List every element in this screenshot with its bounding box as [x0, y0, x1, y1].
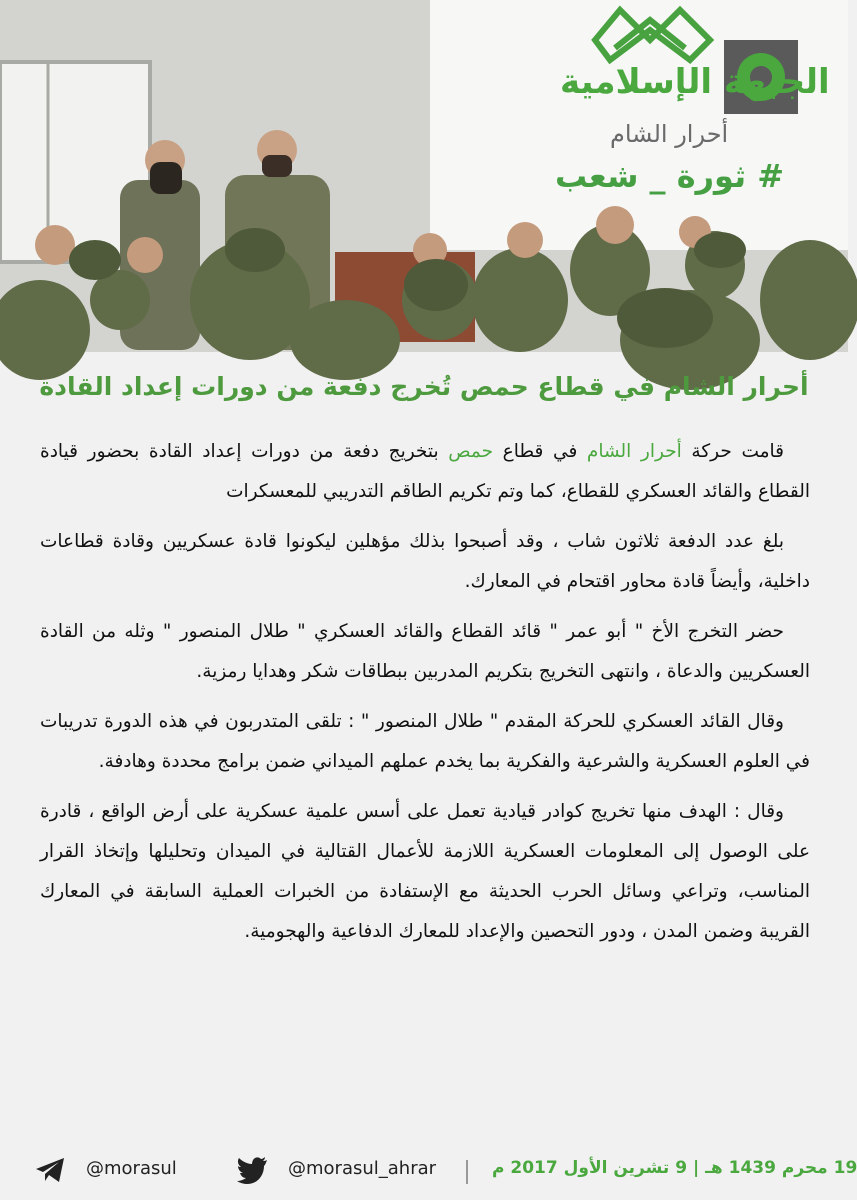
- logo-title: الجبهة الإسلامية: [560, 62, 830, 102]
- article-body: [40, 432, 810, 962]
- telegram-handle[interactable]: @morasul: [86, 1158, 177, 1179]
- p1-org-name: أحرار الشام: [586, 441, 682, 462]
- paragraph-4: وقال القائد العسكري للحركة المقدم " طلال المنصور " : تلقى المتدربون في هذه الدورة تدريبات في العلوم العسكرية والشرعية والفكرية بما يخدم عملهم الميداني ضمن برامج محددة وهادفة.: [40, 711, 810, 772]
- publication-date: 19 محرم 1439 هـ | 9 تشرين الأول 2017 م: [492, 1158, 857, 1178]
- p1-text-c: في قطاع: [493, 441, 587, 462]
- p1-text-a: قامت حركة: [681, 441, 784, 462]
- twitter-handle[interactable]: @morasul_ahrar: [288, 1158, 437, 1179]
- header-photo: [0, 0, 848, 352]
- twitter-icon[interactable]: [236, 1156, 268, 1184]
- logo-subtitle: أحرار الشام: [610, 120, 729, 148]
- paragraph-2: بلغ عدد الدفعة ثلاثون شاب ، وقد أصبحوا بذلك مؤهلين ليكونوا قادة عسكريين وقادة قطاعات داخلية، وأيضاً قادة محاور اقتحام في المعارك.: [40, 531, 810, 592]
- paragraph-5: وقال : الهدف منها تخريج كوادر قيادية تعمل على أسس علمية عسكرية على أرض الواقع ، قادرة على الوصول إلى المعلومات العسكرية اللازمة للأعمال القتالية في الميدان وتحليلها وإتخاذ القرار المناسب، وتراعي وسائل الحرب الحديثة مع الإستفادة من الخبرات العملية السابقة في المعارك القريبة وضمن المدن ، ودور التحصين والإعداد للمعارك الدفاعية والهجومية.: [40, 801, 810, 942]
- paragraph-1: [40, 432, 810, 512]
- footer-divider: [466, 1160, 468, 1184]
- telegram-icon[interactable]: [34, 1156, 66, 1184]
- headline: أحرار الشام في قطاع حمص تُخرج دفعة من دورات إعداد القادة: [39, 372, 809, 401]
- footer: [0, 1140, 857, 1200]
- p1-city-name: حمص: [448, 441, 494, 462]
- hashtag: # ثورة _ شعب: [555, 157, 785, 195]
- p1-text-e: بتخريج دفعة من دورات إعداد القادة بحضور قيادة القطاع والقائد العسكري للقطاع، كما وتم تكريم الطاقم التدريبي للمعسكرات: [40, 441, 810, 502]
- paragraph-3: حضر التخرج الأخ " أبو عمر " قائد القطاع والقائد العسكري " طلال المنصور " وثله من القادة العسكريين والدعاة ، وانتهى التخريج بتكريم المدربين ببطاقات شكر وهدايا رمزية.: [40, 621, 810, 682]
